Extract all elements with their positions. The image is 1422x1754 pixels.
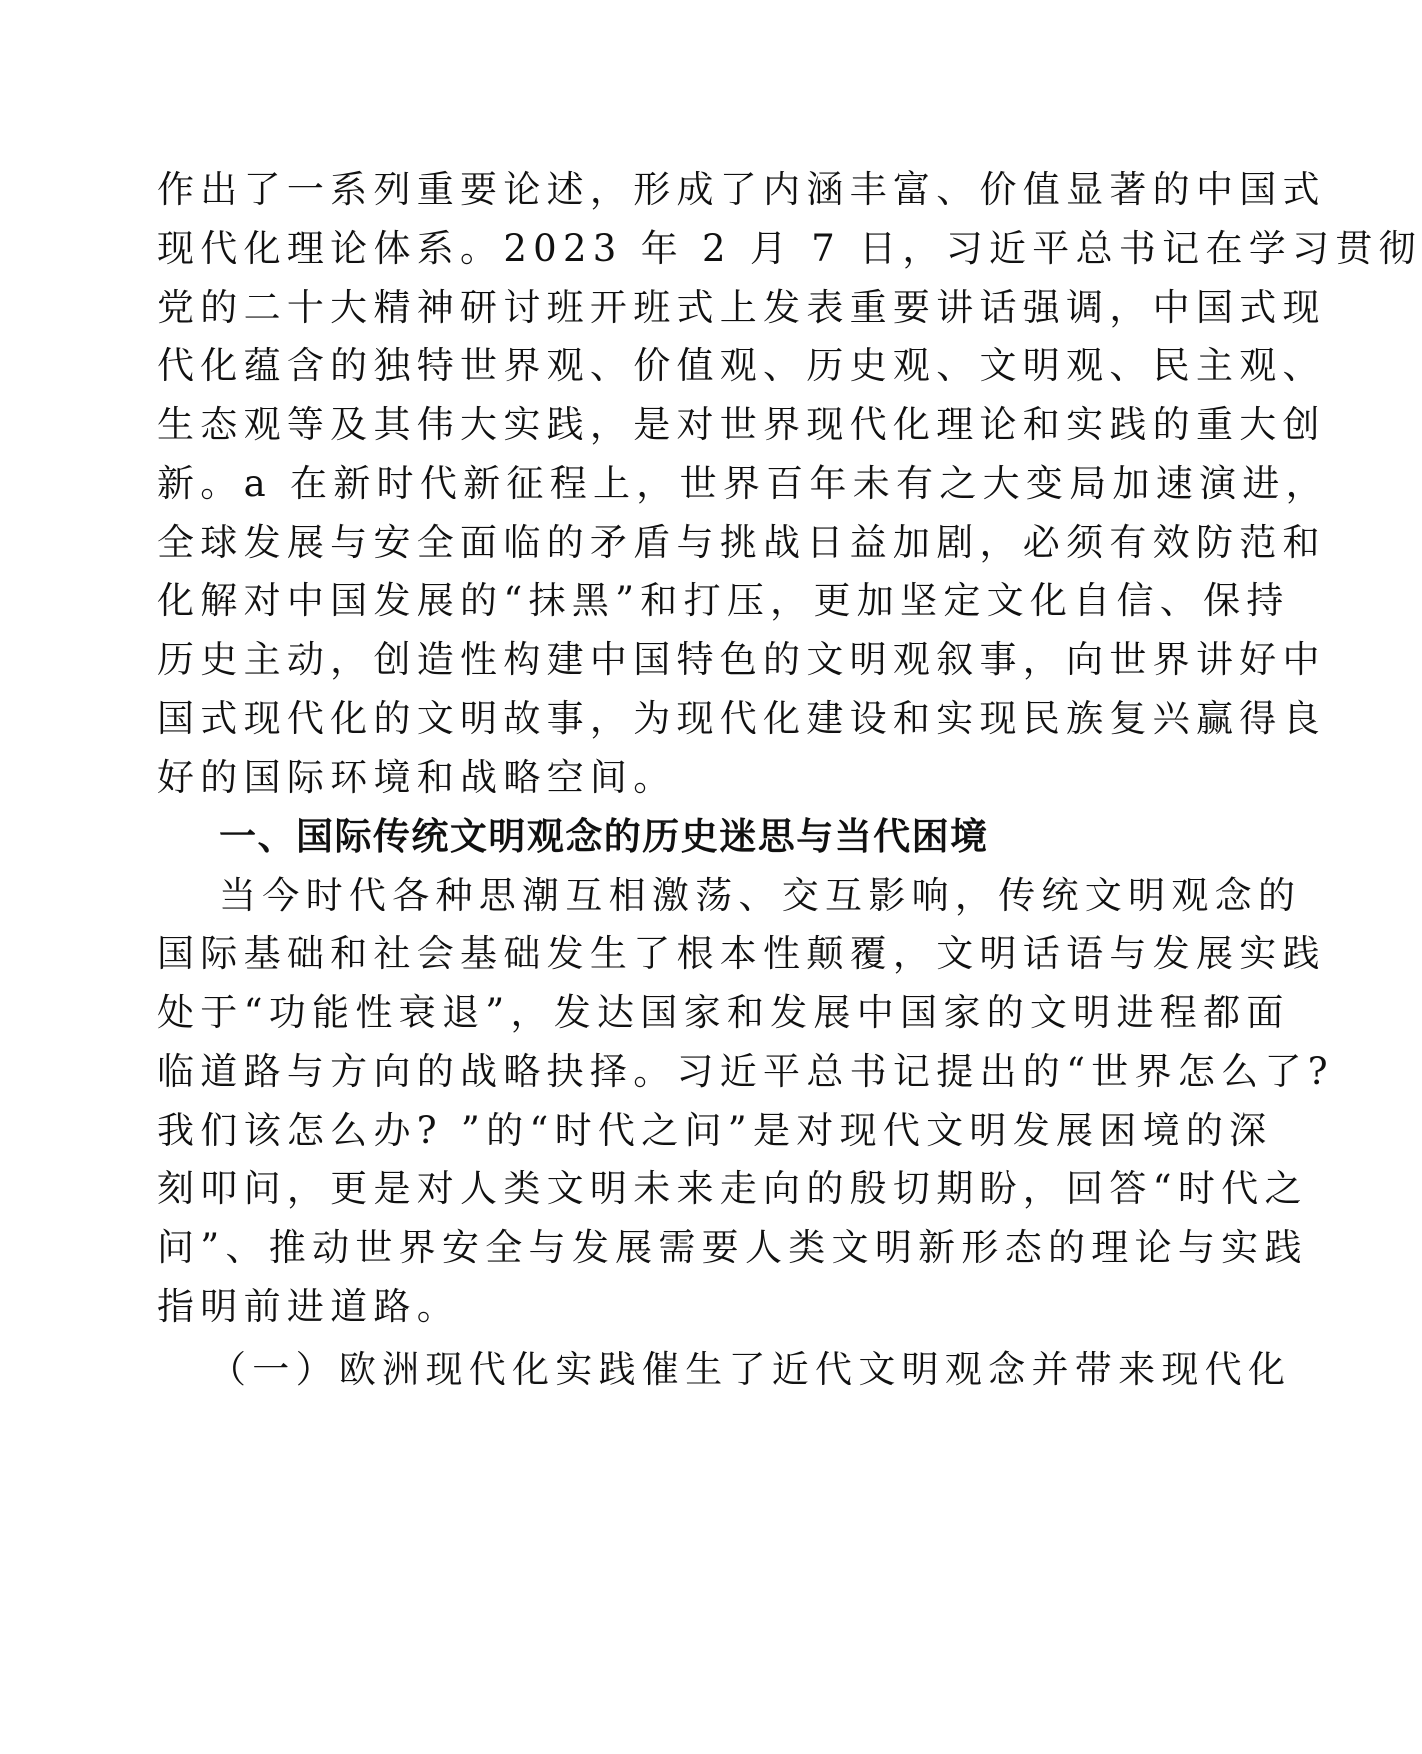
paragraph-line: 新。a 在新时代新征程上，世界百年未有之大变局加速演进，: [157, 462, 1329, 505]
paragraph-line: 代化蕴含的独特世界观、价值观、历史观、文明观、民主观、: [157, 344, 1326, 387]
paragraph-line: 生态观等及其伟大实践，是对世界现代化理论和实践的重大创: [157, 403, 1326, 446]
paragraph-line: 我们该怎么办? ”的“时代之问”是对现代文明发展困境的深: [157, 1109, 1273, 1152]
subsection-heading: （一）欧洲现代化实践催生了近代文明观念并带来现代化: [209, 1348, 1292, 1391]
paragraph-line: 指明前进道路。: [157, 1285, 461, 1328]
paragraph-line: 处于“功能性衰退”，发达国家和发展中国家的文明进程都面: [157, 991, 1290, 1034]
paragraph-line: 国式现代化的文明故事，为现代化建设和实现民族复兴赢得良: [157, 697, 1326, 740]
paragraph-line: 临道路与方向的战略抉择。习近平总书记提出的“世界怎么了?: [157, 1050, 1334, 1093]
paragraph-line: 好的国际环境和战略空间。: [157, 756, 677, 799]
paragraph-line: 历史主动，创造性构建中国特色的文明观叙事，向世界讲好中: [157, 638, 1326, 681]
paragraph-line: 化解对中国发展的“抹黑”和打压，更加坚定文化自信、保持: [157, 579, 1290, 622]
paragraph-line: 当今时代各种思潮互相激荡、交互影响，传统文明观念的: [219, 874, 1302, 917]
paragraph-line: 全球发展与安全面临的矛盾与挑战日益加剧，必须有效防范和: [157, 521, 1326, 564]
paragraph-line: 党的二十大精神研讨班开班式上发表重要讲话强调，中国式现: [157, 286, 1326, 329]
paragraph-line: 现代化理论体系。2023 年 2 月 7 日，习近平总书记在学习贯彻: [157, 227, 1422, 270]
paragraph-line: 问”、推动世界安全与发展需要人类文明新形态的理论与实践: [157, 1226, 1308, 1269]
paragraph-line: 作出了一系列重要论述，形成了内涵丰富、价值显著的中国式: [157, 168, 1326, 211]
section-heading: 一、国际传统文明观念的历史迷思与当代困境: [219, 815, 989, 858]
paragraph-line: 国际基础和社会基础发生了根本性颠覆，文明话语与发展实践: [157, 932, 1326, 975]
paragraph-line: 刻叩问，更是对人类文明未来走向的殷切期盼，回答“时代之: [157, 1167, 1308, 1210]
